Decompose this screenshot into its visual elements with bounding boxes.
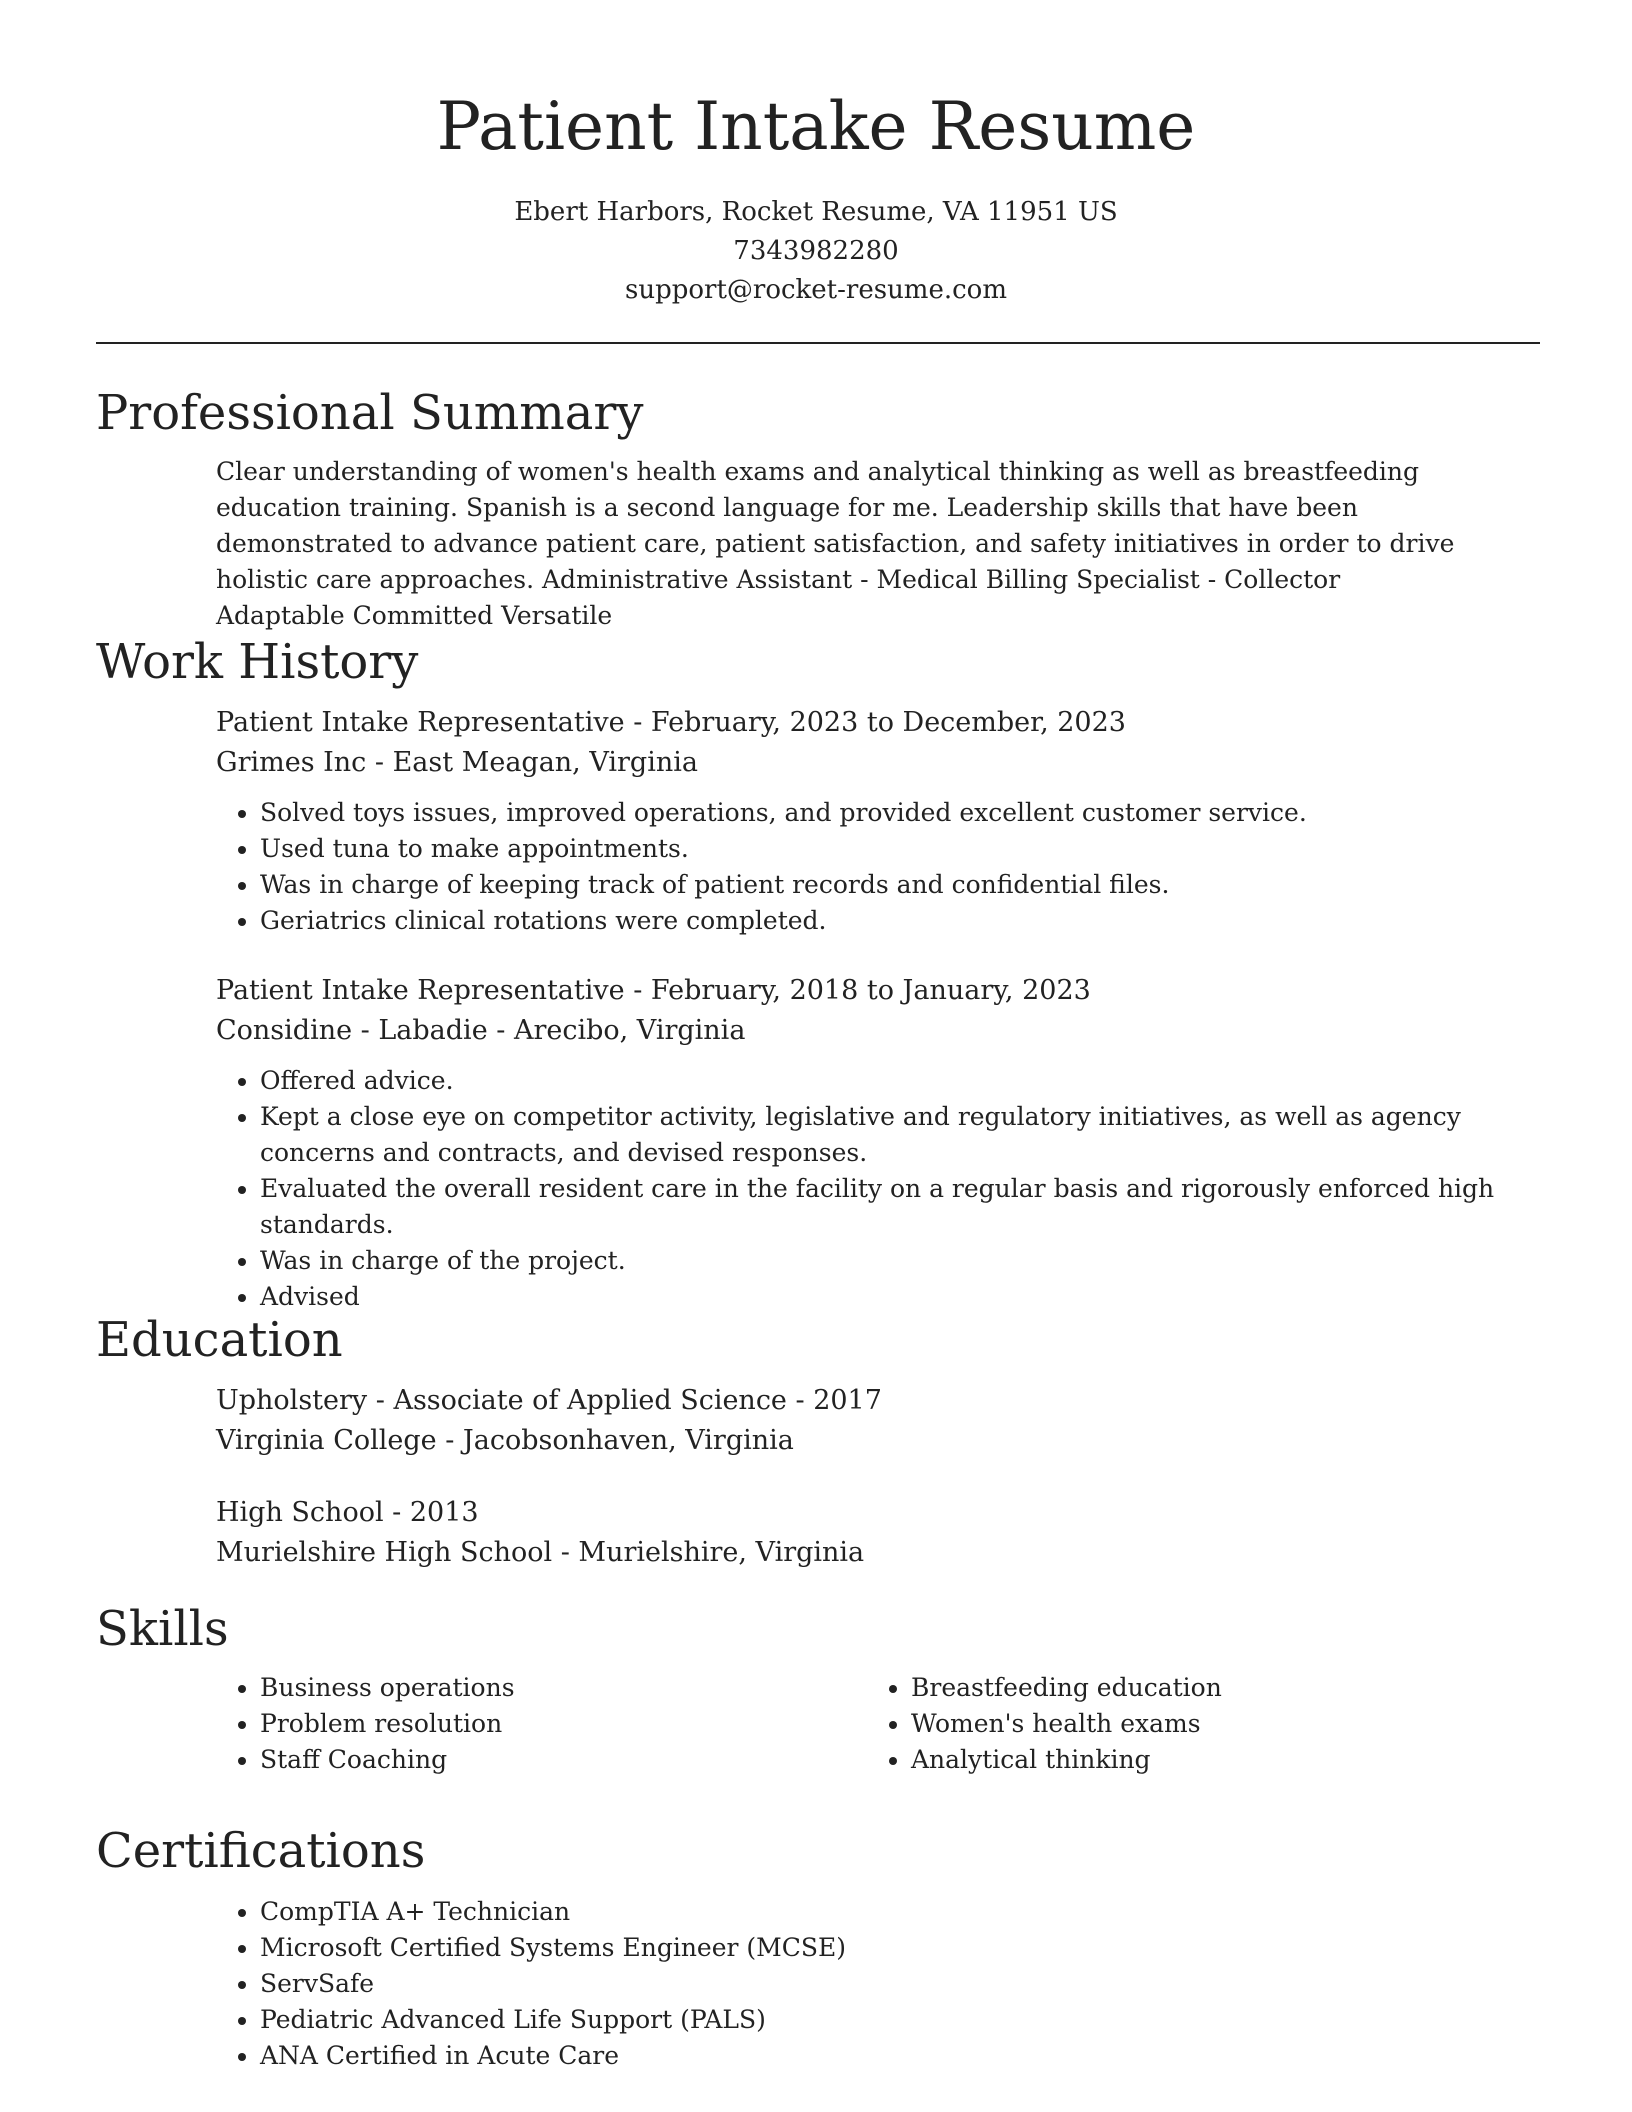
certifications-list (216, 1894, 1540, 2074)
degree-line: Upholstery - Associate of Applied Science - 2017 (216, 1385, 882, 1416)
list-item: • ANA Certified in Acute Care (260, 2038, 1540, 2074)
skills-grid (216, 1670, 1540, 1778)
list-item: • ServSafe (260, 1966, 1540, 2002)
job-title-line: Patient Intake Representative - February, 2023 to December, 2023 (216, 707, 1126, 738)
education-entry (216, 1381, 1540, 1461)
list-item: • Solved toys issues, improved operations, and provided excellent customer service. (260, 795, 1540, 831)
list-item: • Was in charge of keeping track of patient records and confidential files. (260, 867, 1540, 903)
list-item: • Was in charge of the project. (260, 1243, 1540, 1279)
skills-list-left (216, 1670, 867, 1778)
degree-line: High School - 2013 (216, 1497, 479, 1528)
skills-column-left (216, 1670, 867, 1778)
contact-phone: 7343982280 (733, 236, 899, 266)
work-history-section (96, 631, 1540, 1315)
education-heading: Education (96, 1312, 343, 1368)
contact-email: support@rocket-resume.com (624, 275, 1007, 305)
contact-info (0, 193, 1632, 310)
list-item: • Evaluated the overall resident care in the facility on a regular basis and rigorously enforced high standards. (260, 1171, 1540, 1243)
summary-section (96, 382, 1540, 634)
job-company-line: Considine - Labadie - Arecibo, Virginia (216, 1015, 746, 1046)
skills-heading: Skills (96, 1601, 229, 1657)
education-entry (216, 1493, 1540, 1573)
list-item: • Women's health exams (911, 1706, 1518, 1742)
list-item: • Problem resolution (260, 1706, 867, 1742)
summary-heading: Professional Summary (96, 385, 644, 441)
job-entry (216, 703, 1540, 939)
list-item: • Staff Coaching (260, 1742, 867, 1778)
list-item: • Business operations (260, 1670, 867, 1706)
list-item: • CompTIA A+ Technician (260, 1894, 1540, 1930)
school-line: Murielshire High School - Murielshire, Virginia (216, 1537, 865, 1568)
certifications-heading: Certifications (96, 1823, 426, 1879)
job-title-line: Patient Intake Representative - February, 2018 to January, 2023 (216, 975, 1091, 1006)
list-item: • Analytical thinking (911, 1742, 1518, 1778)
list-item: • Breastfeeding education (911, 1670, 1518, 1706)
list-item: • Used tuna to make appointments. (260, 831, 1540, 867)
education-section (96, 1309, 1540, 1573)
certifications-section (96, 1820, 1540, 2074)
skills-section (96, 1598, 1540, 1778)
list-item: • Advised (260, 1279, 1540, 1315)
list-item: • Pediatric Advanced Life Support (PALS) (260, 2002, 1540, 2038)
school-line: Virginia College - Jacobsonhaven, Virginia (216, 1425, 794, 1456)
list-item: • Microsoft Certified Systems Engineer (MCSE) (260, 1930, 1540, 1966)
page-title: Patient Intake Resume (436, 88, 1196, 165)
list-item: • Geriatrics clinical rotations were completed. (260, 903, 1540, 939)
contact-address: Ebert Harbors, Rocket Resume, VA 11951 US (514, 197, 1118, 227)
summary-text: Clear understanding of women's health exams and analytical thinking as well as breastfeeding education training. Spanish is a second language for me. Leadership skills that have been demonstrated to advance patient care, patient satisfaction, and safety initiatives in order to drive holistic care approaches. Administrative Assistant - Medical Billing Specialist - Collector Adaptable Committed Versatile (216, 457, 1455, 630)
list-item: • Kept a close eye on competitor activity, legislative and regulatory initiatives, as well as agency concerns and contracts, and devised responses. (260, 1099, 1540, 1171)
job-bullets (216, 1063, 1540, 1315)
work-history-heading: Work History (96, 634, 419, 690)
list-item: • Offered advice. (260, 1063, 1540, 1099)
job-entry (216, 971, 1540, 1315)
job-company-line: Grimes Inc - East Meagan, Virginia (216, 747, 698, 778)
job-bullets (216, 795, 1540, 939)
skills-column-right (867, 1670, 1518, 1778)
skills-list-right (867, 1670, 1518, 1778)
header-divider (96, 342, 1540, 344)
